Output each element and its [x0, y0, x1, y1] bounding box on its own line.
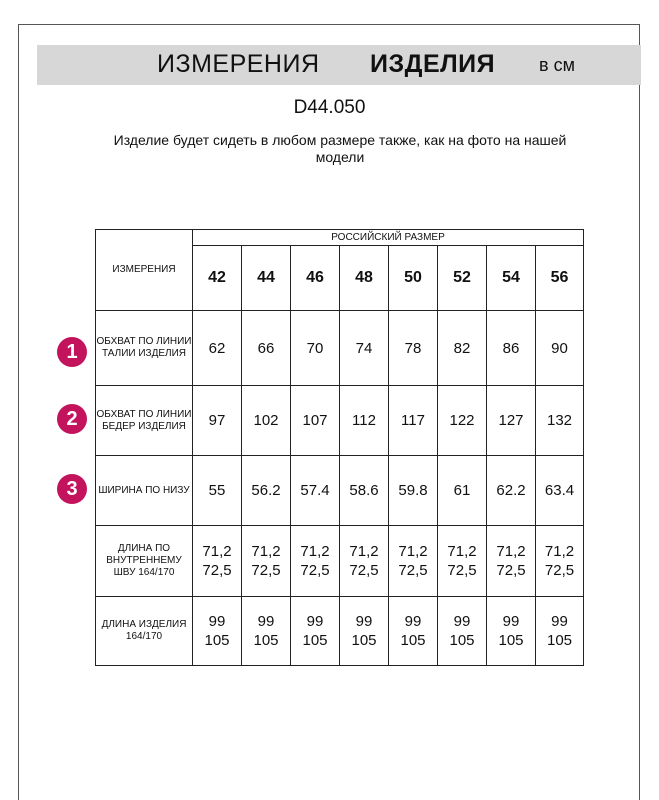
table-cell: 56.2 [242, 456, 291, 526]
cell-value-top: 99 [355, 613, 373, 630]
table-cell: 86 [487, 311, 536, 386]
cell-value-top: 71,2 [544, 543, 575, 560]
number-marker-3-icon: 3 [57, 474, 87, 504]
cell-value-top: 99 [257, 613, 275, 630]
table-cell: 78 [389, 311, 438, 386]
table-row-inseam [96, 526, 584, 597]
table-cell: 74 [340, 311, 389, 386]
cell-value-bottom: 105 [449, 632, 475, 649]
cell-value-top: 71,2 [251, 543, 281, 560]
cell-value-top: 99 [502, 613, 520, 630]
table-cell: 59.8 [389, 456, 438, 526]
table-cell: 63.4 [536, 456, 584, 526]
cell-value-bottom: 105 [400, 632, 426, 649]
table-row-hips [96, 386, 584, 456]
table-cell [193, 526, 242, 597]
cell-value-bottom: 105 [351, 632, 377, 649]
table-cell: 90 [536, 311, 584, 386]
table-cell: 70 [291, 311, 340, 386]
cell-value-bottom: 72,5 [496, 562, 526, 579]
cell-value-top: 99 [404, 613, 422, 630]
number-marker-1-icon: 1 [57, 337, 87, 367]
cell-value-top: 71,2 [349, 543, 379, 560]
table-cell: 127 [487, 386, 536, 456]
size-table [95, 229, 584, 666]
size-header: 44 [242, 246, 291, 311]
fit-note: Изделие будет сидеть в любом размере также, как на фото на нашей модели [113, 132, 567, 165]
size-header: 56 [536, 246, 584, 311]
table-cell [487, 597, 536, 666]
cell-value-top: 71,2 [202, 543, 232, 560]
table-cell [193, 597, 242, 666]
table-cell: 58.6 [340, 456, 389, 526]
corner-label-cell [96, 230, 193, 311]
product-code: D44.050 [293, 97, 366, 118]
cell-value-bottom: 105 [498, 632, 524, 649]
cell-value-top: 99 [208, 613, 226, 630]
row-label-length: ДЛИНА ИЗДЕЛИЯ 164/170 [96, 597, 193, 666]
table-cell [438, 597, 487, 666]
table-cell: 117 [389, 386, 438, 456]
cell-value-bottom: 72,5 [202, 562, 232, 579]
table-cell [438, 526, 487, 597]
table-cell: 61 [438, 456, 487, 526]
table-row-waist [96, 311, 584, 386]
cell-value-bottom: 105 [546, 632, 573, 649]
size-header: 46 [291, 246, 340, 311]
cell-value-top: 99 [306, 613, 324, 630]
table-cell: 62 [193, 311, 242, 386]
size-header: 52 [438, 246, 487, 311]
table-cell: 132 [536, 386, 584, 456]
table-cell: 112 [340, 386, 389, 456]
title-part-1: ИЗМЕРЕНИЯ [157, 50, 320, 78]
table-cell: 62.2 [487, 456, 536, 526]
table-cell [536, 526, 584, 597]
row-label-hips: ОБХВАТ ПО ЛИНИИ БЕДЕР ИЗДЕЛИЯ [96, 386, 193, 456]
corner-label: ИЗМЕРЕНИЯ [112, 264, 176, 275]
cell-value-bottom: 72,5 [251, 562, 281, 579]
cell-value-bottom: 72,5 [398, 562, 428, 579]
cell-value-bottom: 105 [204, 632, 230, 649]
group-header [193, 230, 584, 246]
table-cell [340, 597, 389, 666]
title-banner [37, 45, 641, 85]
size-header: 48 [340, 246, 389, 311]
table-row-hem-width [96, 456, 584, 526]
row-label-waist: ОБХВАТ ПО ЛИНИИ ТАЛИИ ИЗДЕЛИЯ [96, 311, 193, 386]
table-cell: 97 [193, 386, 242, 456]
cell-value-bottom: 72,5 [447, 562, 477, 579]
cell-value-top: 99 [551, 613, 568, 630]
size-header: 50 [389, 246, 438, 311]
cell-value-top: 99 [453, 613, 471, 630]
table-cell: 122 [438, 386, 487, 456]
table-cell [242, 526, 291, 597]
table-row-length [96, 597, 584, 666]
table-cell: 66 [242, 311, 291, 386]
cell-value-bottom: 105 [302, 632, 328, 649]
cell-value-bottom: 72,5 [349, 562, 379, 579]
group-header-label: РОССИЙСКИЙ РАЗМЕР [331, 232, 445, 243]
cell-value-top: 71,2 [398, 543, 428, 560]
table-cell: 102 [242, 386, 291, 456]
size-header: 42 [193, 246, 242, 311]
cell-value-top: 71,2 [447, 543, 477, 560]
table-cell [340, 526, 389, 597]
table-cell [291, 597, 340, 666]
cell-value-top: 71,2 [300, 543, 330, 560]
cell-value-bottom: 72,5 [300, 562, 330, 579]
table-cell [389, 597, 438, 666]
row-label-inseam: ДЛИНА ПО ВНУТРЕННЕМУ ШВУ 164/170 [96, 526, 193, 597]
table-cell: 57.4 [291, 456, 340, 526]
table-cell [291, 526, 340, 597]
cell-value-top: 71,2 [496, 543, 526, 560]
table-cell: 82 [438, 311, 487, 386]
cell-value-bottom: 105 [253, 632, 279, 649]
table-cell [389, 526, 438, 597]
table-cell [242, 597, 291, 666]
cell-value-bottom: 72,5 [544, 562, 575, 579]
row-label-hem-width: ШИРИНА ПО НИЗУ [96, 456, 193, 526]
number-marker-2-icon: 2 [57, 404, 87, 434]
size-header: 54 [487, 246, 536, 311]
title-part-2: ИЗДЕЛИЯ [370, 50, 496, 78]
table-cell [536, 597, 584, 666]
table-cell: 55 [193, 456, 242, 526]
unit-label: в см [539, 55, 575, 75]
table-cell: 107 [291, 386, 340, 456]
table-cell [487, 526, 536, 597]
